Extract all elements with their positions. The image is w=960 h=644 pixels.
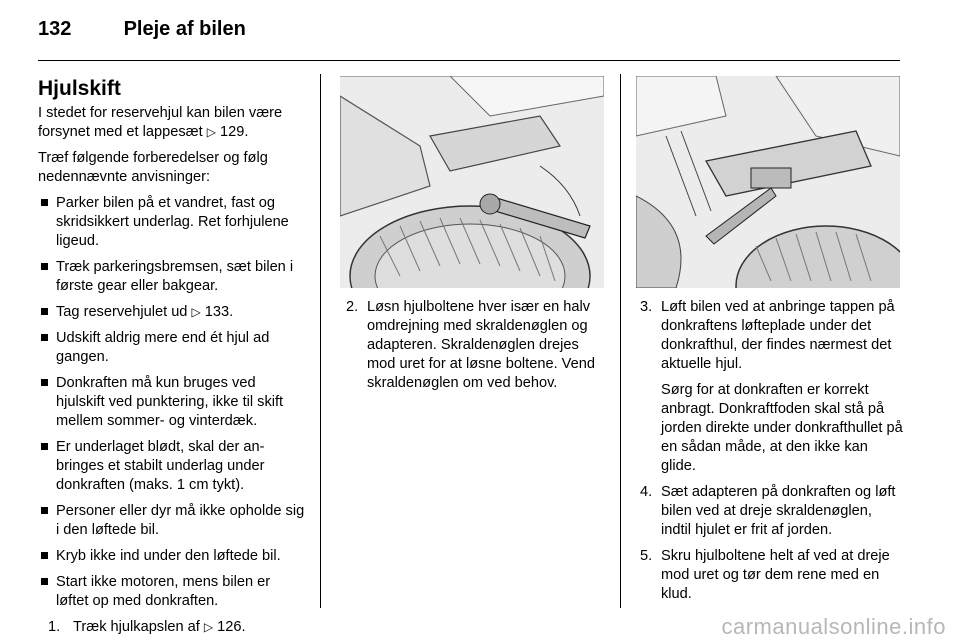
triangle-right-icon: ▷ [206, 125, 216, 139]
list-item: Parker bilen på et vandret, fast og skridsikkert underlag. Ret forhjulene ligeud. [38, 194, 306, 251]
section-heading: Hjulskift [38, 77, 121, 100]
bullet-square-icon [41, 443, 48, 450]
column-divider-1 [320, 74, 321, 608]
step-1: 1. Træk hjulkapslen af ▷ 126. [48, 619, 246, 635]
step-5: 5. Skru hjulboltene helt af ved at dreje mod uret og tør dem rene med en klud. [640, 548, 890, 602]
column-divider-2 [620, 74, 621, 608]
watermark: carmanualsonline.info [721, 614, 946, 639]
page-reference[interactable]: 126. [217, 619, 246, 635]
jack-position-illustration [636, 76, 900, 288]
list-item: Donkraften må kun bruges ved hjulskift ved punktering, ikke til skift mellem sommer- og vinterdæk. [38, 374, 306, 431]
prep-paragraph: Træf følgende forberedelser og følg nedennævnte anvisninger: [38, 150, 268, 185]
list-item: Udskift aldrig mere end ét hjul ad gangen. [38, 329, 306, 367]
bullet-square-icon [41, 552, 48, 559]
column-2 [346, 298, 608, 400]
jack-position-illustration-svg [636, 76, 900, 288]
bullet-square-icon [41, 507, 48, 514]
column-3 [640, 298, 905, 611]
list-item: Er underlaget blødt, skal der anbringes et stabilt underlag under donkraften (maks. 1 cm tykt). [38, 438, 306, 495]
list-item: Personer eller dyr må ikke opholde sig i den løftede bil. [38, 502, 306, 540]
step-3-note: Sørg for at donkraften er korrekt anbragt. Donkraftfoden skal stå på jorden direkte under donkrafthullet på en sådan måde, at den ikke kan glide. [661, 382, 903, 474]
intro-paragraph: I stedet for reservehjul kan bilen være forsynet med et lappesæt ▷ 129. [38, 105, 283, 140]
bullet-square-icon [41, 308, 48, 315]
bullet-square-icon [41, 263, 48, 270]
header-rule [38, 60, 900, 61]
page-title: Pleje af bilen [123, 18, 246, 40]
list-item: Kryb ikke ind under den løftede bil. [38, 547, 306, 566]
triangle-right-icon: ▷ [191, 305, 201, 319]
column-1 [38, 76, 306, 644]
bullet-square-icon [41, 199, 48, 206]
page-reference[interactable]: 133. [204, 304, 234, 320]
list-item: Start ikke motoren, mens bilen er løftet op med donkraften. [38, 573, 306, 611]
triangle-right-icon: ▷ [203, 620, 214, 634]
step-4: 4. Sæt adapteren på donkraften og løft bilen ved at dreje skraldenøglen, indtil hjulet er frit af jorden. [640, 484, 896, 538]
step-2: 2. Løsn hjulboltene hver især en halv omdrejning med skraldenøglen og adapteren. Skraldenøglen drejes mod uret for at løsne boltene. Vend skraldenøglen om ved behov. [346, 299, 595, 391]
wheel-bolt-illustration [340, 76, 604, 288]
bullet-square-icon [41, 334, 48, 341]
step-3: 3. Løft bilen ved at anbringe tappen på donkraftens løfteplade under det donkrafthul, der findes nærmest det aktuelle hjul. Sørg for at donkraften er korrekt anbragt. Donkraftfoden skal stå på jorden direkte under donkrafthullet på en sådan måde, at den ikke kan glide. [640, 298, 905, 476]
page-header [38, 18, 246, 41]
page-reference[interactable]: 129. [220, 124, 249, 140]
list-item: Tag reservehjulet ud ▷ 133. [38, 303, 306, 322]
wheel-bolt-illustration-svg [340, 76, 604, 288]
page-number: 132 [38, 18, 72, 40]
bullet-square-icon [41, 379, 48, 386]
list-item: Træk parkeringsbremsen, sæt bilen i første gear eller bakgear. [38, 258, 306, 296]
bullet-square-icon [41, 578, 48, 585]
